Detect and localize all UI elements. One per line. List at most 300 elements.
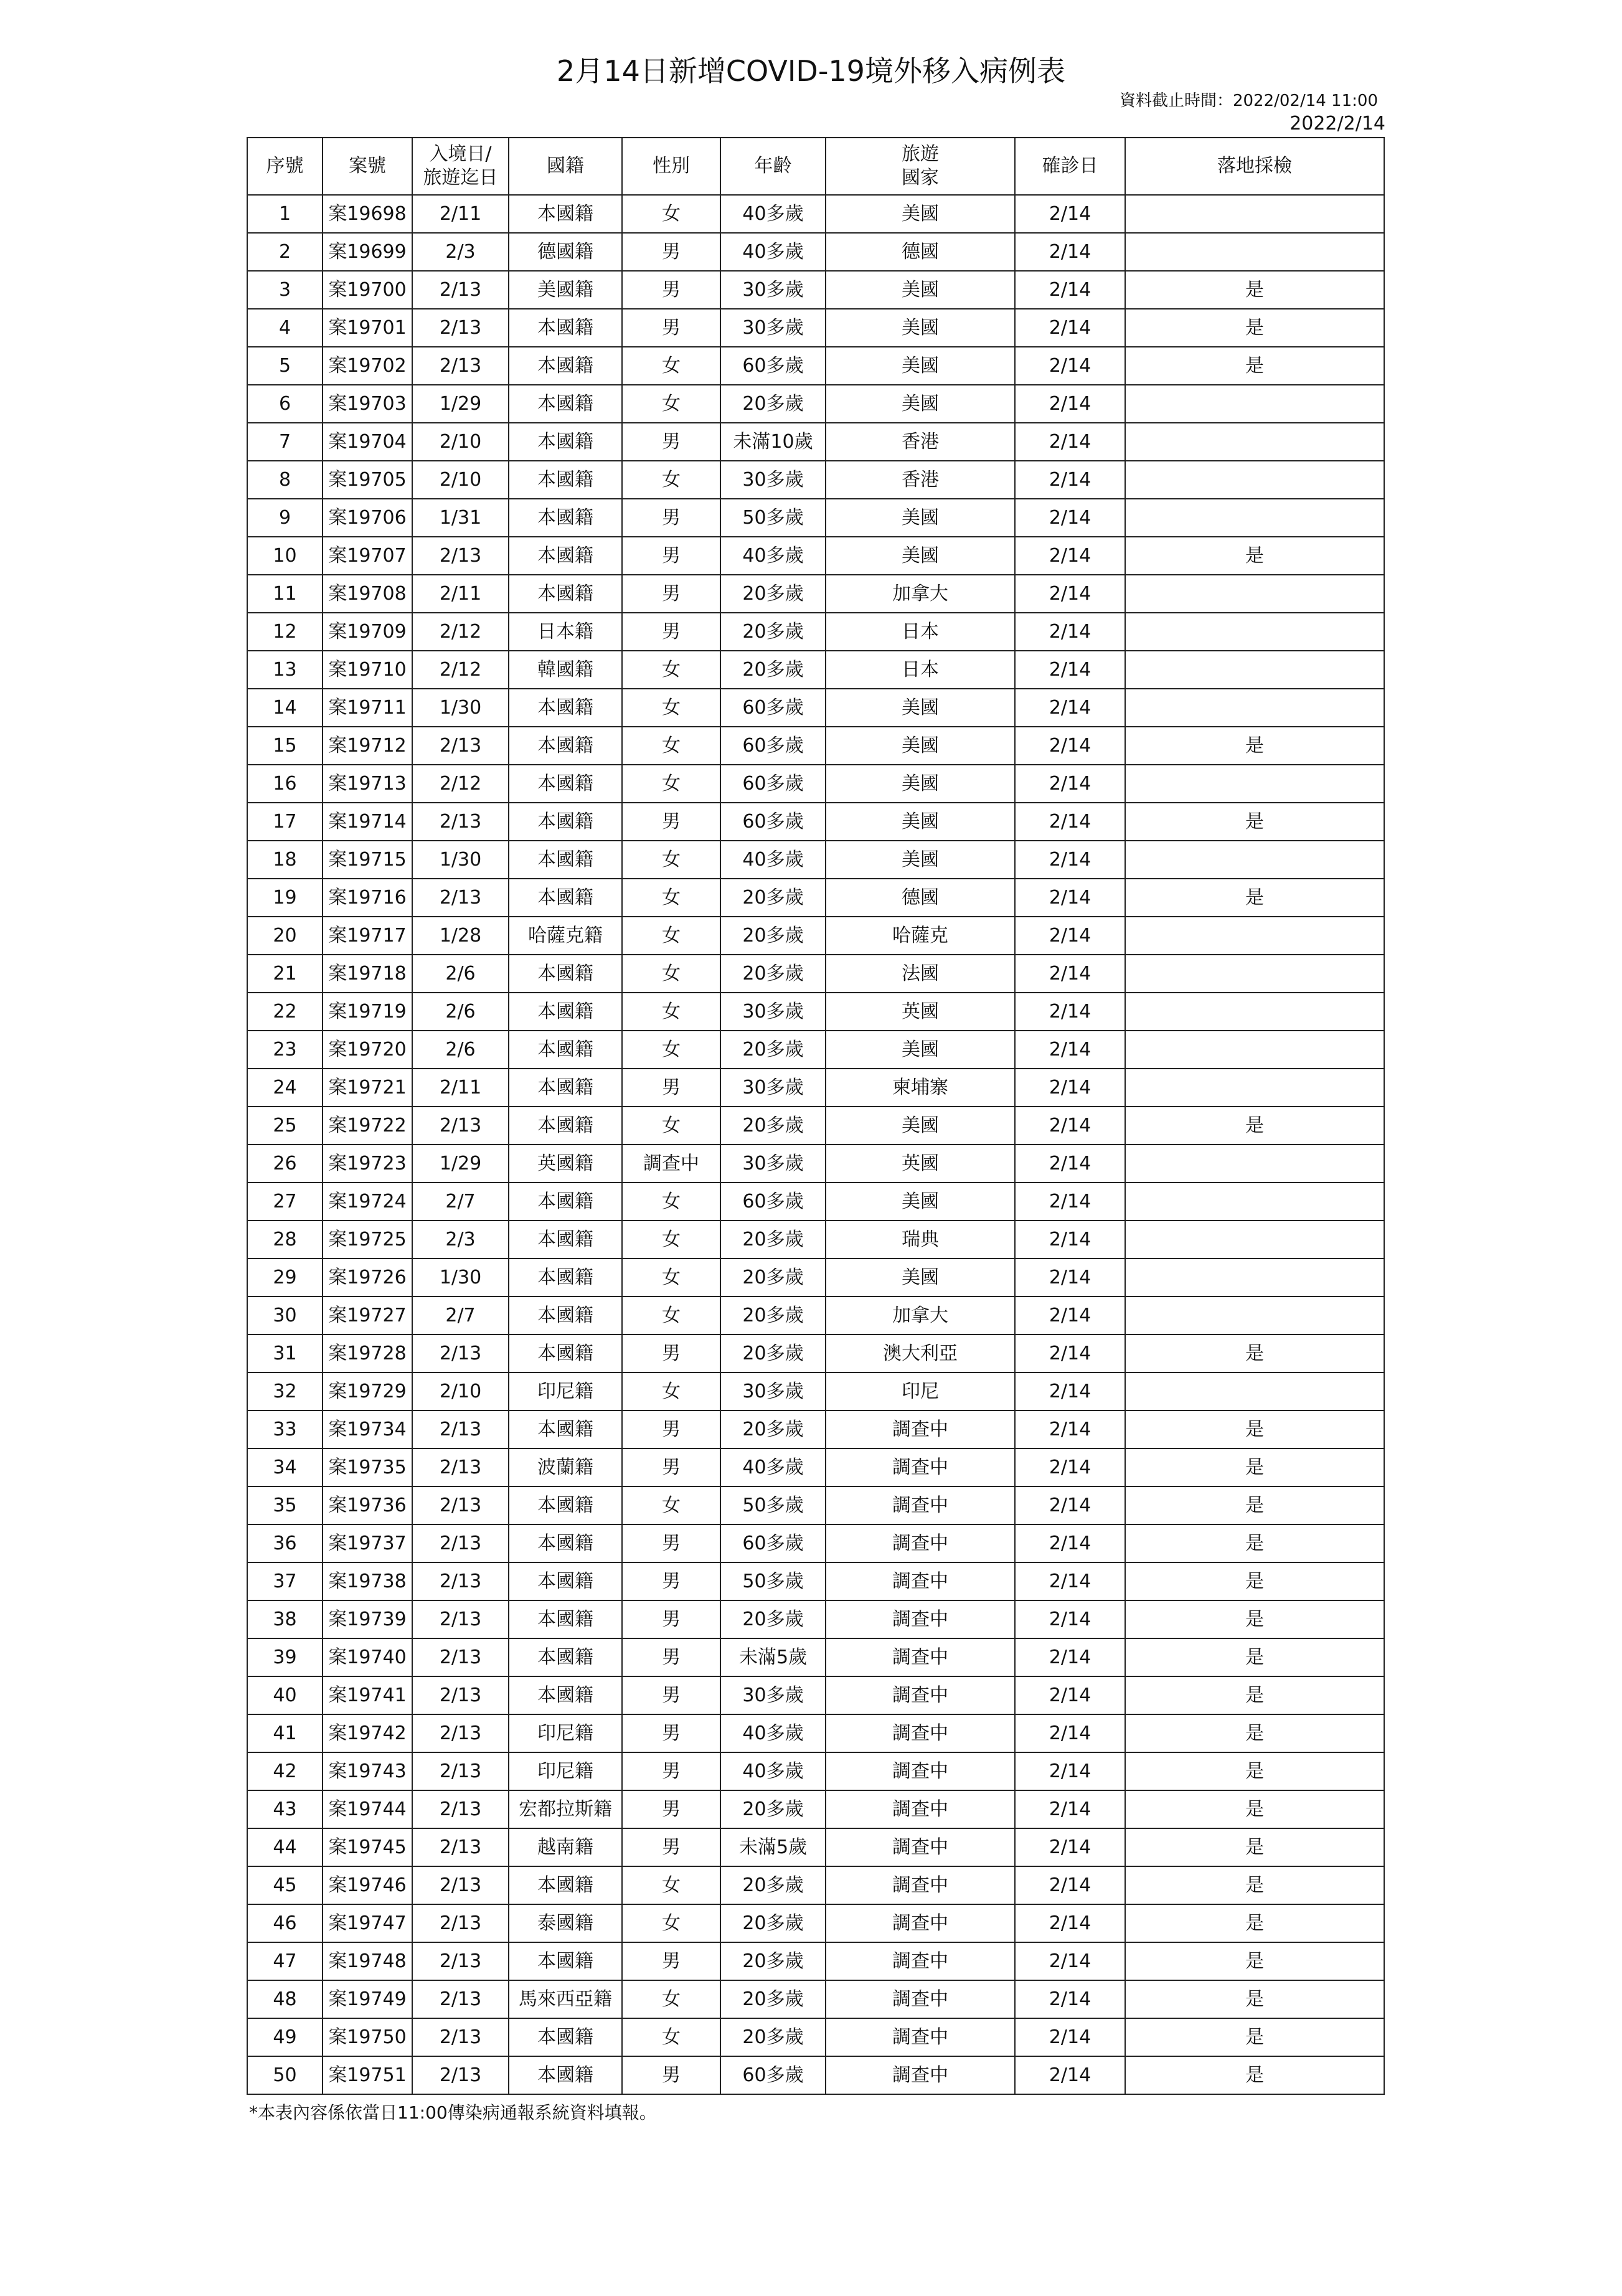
cell-landing-test: 是 (1125, 803, 1384, 841)
table-row (247, 879, 1384, 917)
cell-gender: 男 (622, 1676, 720, 1714)
cell-gender: 女 (622, 347, 720, 385)
table-row (247, 347, 1384, 385)
cell-travel-country: 美國 (826, 1259, 1015, 1297)
cell-case-id: 案19711 (323, 689, 412, 727)
table-row (247, 651, 1384, 689)
cell-entry-date: 2/13 (412, 271, 509, 309)
cell-gender: 男 (622, 1714, 720, 1752)
cell-nationality: 本國籍 (509, 575, 622, 613)
cell-nationality: 德國籍 (509, 233, 622, 271)
cell-nationality: 本國籍 (509, 347, 622, 385)
cell-travel-country: 德國 (826, 233, 1015, 271)
cell-travel-country: 調查中 (826, 1562, 1015, 1600)
cell-case-id: 案19741 (323, 1676, 412, 1714)
cell-age: 20多歲 (720, 575, 826, 613)
table-body (247, 195, 1384, 2094)
cell-case-id: 案19736 (323, 1486, 412, 1524)
cell-age: 60多歲 (720, 689, 826, 727)
cell-entry-date: 2/6 (412, 993, 509, 1031)
cell-diagnosis-date: 2/14 (1015, 271, 1125, 309)
cell-age: 20多歲 (720, 1866, 826, 1904)
table-row (247, 765, 1384, 803)
cell-nationality: 本國籍 (509, 1562, 622, 1600)
cell-age: 50多歲 (720, 1562, 826, 1600)
cell-seq: 5 (247, 347, 323, 385)
cell-entry-date: 1/29 (412, 385, 509, 423)
cell-age: 40多歲 (720, 233, 826, 271)
cell-travel-country: 調查中 (826, 1676, 1015, 1714)
cell-nationality: 本國籍 (509, 1183, 622, 1221)
cell-seq: 24 (247, 1069, 323, 1107)
header-col-diagnosis-date: 確診日 (1015, 138, 1125, 195)
cell-seq: 11 (247, 575, 323, 613)
cell-travel-country: 調查中 (826, 1410, 1015, 1448)
cell-gender: 女 (622, 765, 720, 803)
cell-age: 30多歲 (720, 993, 826, 1031)
cell-gender: 男 (622, 1524, 720, 1562)
cell-gender: 女 (622, 727, 720, 765)
cell-landing-test: 是 (1125, 309, 1384, 347)
cell-seq: 4 (247, 309, 323, 347)
page-title: 2月14日新增COVID-19境外移入病例表 (557, 54, 1065, 88)
cell-nationality: 本國籍 (509, 1410, 622, 1448)
cell-nationality: 本國籍 (509, 1486, 622, 1524)
table-row (247, 1752, 1384, 1790)
cell-travel-country: 柬埔寨 (826, 1069, 1015, 1107)
cell-gender: 男 (622, 2056, 720, 2094)
header-col-case-id: 案號 (323, 138, 412, 195)
cell-landing-test (1125, 841, 1384, 879)
cell-diagnosis-date: 2/14 (1015, 841, 1125, 879)
cell-case-id: 案19718 (323, 955, 412, 993)
cell-gender: 女 (622, 1980, 720, 2018)
cell-case-id: 案19708 (323, 575, 412, 613)
cell-age: 20多歲 (720, 1600, 826, 1638)
table-row (247, 2056, 1384, 2094)
cell-age: 40多歲 (720, 1714, 826, 1752)
cell-age: 20多歲 (720, 1335, 826, 1372)
table-row (247, 1145, 1384, 1183)
cell-case-id: 案19719 (323, 993, 412, 1031)
cell-diagnosis-date: 2/14 (1015, 499, 1125, 537)
cell-landing-test (1125, 1145, 1384, 1183)
cell-seq: 21 (247, 955, 323, 993)
cell-travel-country: 法國 (826, 955, 1015, 993)
cell-age: 60多歲 (720, 727, 826, 765)
cell-diagnosis-date: 2/14 (1015, 1259, 1125, 1297)
cell-nationality: 本國籍 (509, 689, 622, 727)
cell-entry-date: 2/12 (412, 765, 509, 803)
cell-age: 60多歲 (720, 1524, 826, 1562)
cell-diagnosis-date: 2/14 (1015, 803, 1125, 841)
cell-gender: 女 (622, 1031, 720, 1069)
cell-travel-country: 加拿大 (826, 575, 1015, 613)
header-col-nationality: 國籍 (509, 138, 622, 195)
cell-diagnosis-date: 2/14 (1015, 1335, 1125, 1372)
cell-entry-date: 1/29 (412, 1145, 509, 1183)
cell-travel-country: 調查中 (826, 1790, 1015, 1828)
cell-case-id: 案19702 (323, 347, 412, 385)
table-row (247, 1828, 1384, 1866)
cell-entry-date: 2/10 (412, 461, 509, 499)
cell-diagnosis-date: 2/14 (1015, 537, 1125, 575)
cell-landing-test (1125, 1069, 1384, 1107)
cell-age: 20多歲 (720, 651, 826, 689)
cell-landing-test (1125, 423, 1384, 461)
cell-diagnosis-date: 2/14 (1015, 1980, 1125, 2018)
table-row (247, 385, 1384, 423)
cell-seq: 20 (247, 917, 323, 955)
cell-case-id: 案19713 (323, 765, 412, 803)
cell-case-id: 案19743 (323, 1752, 412, 1790)
cell-entry-date: 2/13 (412, 2018, 509, 2056)
cell-landing-test (1125, 1372, 1384, 1410)
cell-landing-test: 是 (1125, 1524, 1384, 1562)
cell-gender: 女 (622, 1486, 720, 1524)
table-row (247, 1714, 1384, 1752)
table-row (247, 1107, 1384, 1145)
cell-nationality: 本國籍 (509, 2018, 622, 2056)
cell-landing-test (1125, 499, 1384, 537)
cell-gender: 女 (622, 2018, 720, 2056)
table-row (247, 271, 1384, 309)
cell-seq: 48 (247, 1980, 323, 2018)
cell-nationality: 泰國籍 (509, 1904, 622, 1942)
cell-gender: 女 (622, 917, 720, 955)
cell-age: 未滿5歲 (720, 1638, 826, 1676)
cell-case-id: 案19714 (323, 803, 412, 841)
cell-seq: 19 (247, 879, 323, 917)
cell-case-id: 案19734 (323, 1410, 412, 1448)
cell-travel-country: 德國 (826, 879, 1015, 917)
cell-seq: 26 (247, 1145, 323, 1183)
cell-entry-date: 2/7 (412, 1297, 509, 1335)
cell-diagnosis-date: 2/14 (1015, 689, 1125, 727)
cell-travel-country: 美國 (826, 385, 1015, 423)
cell-diagnosis-date: 2/14 (1015, 1297, 1125, 1335)
cell-gender: 男 (622, 423, 720, 461)
cell-travel-country: 哈薩克 (826, 917, 1015, 955)
cell-gender: 女 (622, 689, 720, 727)
cell-entry-date: 2/13 (412, 727, 509, 765)
cell-landing-test: 是 (1125, 1448, 1384, 1486)
cell-entry-date: 2/3 (412, 233, 509, 271)
cell-case-id: 案19721 (323, 1069, 412, 1107)
cell-seq: 29 (247, 1259, 323, 1297)
cell-landing-test: 是 (1125, 1600, 1384, 1638)
table-row (247, 423, 1384, 461)
cell-diagnosis-date: 2/14 (1015, 461, 1125, 499)
cell-landing-test (1125, 917, 1384, 955)
header-col-entry-date: 入境日/ 旅遊迄日 (412, 138, 509, 195)
cell-landing-test: 是 (1125, 347, 1384, 385)
cell-landing-test (1125, 233, 1384, 271)
cell-nationality: 本國籍 (509, 1866, 622, 1904)
table-row (247, 1980, 1384, 2018)
cell-gender: 男 (622, 1828, 720, 1866)
cell-travel-country: 調查中 (826, 1714, 1015, 1752)
cell-landing-test: 是 (1125, 1752, 1384, 1790)
cell-age: 50多歲 (720, 499, 826, 537)
cell-seq: 14 (247, 689, 323, 727)
table-row (247, 1335, 1384, 1372)
cell-age: 20多歲 (720, 613, 826, 651)
cell-seq: 6 (247, 385, 323, 423)
cell-entry-date: 2/13 (412, 1448, 509, 1486)
cell-travel-country: 英國 (826, 993, 1015, 1031)
cell-landing-test (1125, 575, 1384, 613)
cell-travel-country: 美國 (826, 727, 1015, 765)
cell-landing-test (1125, 765, 1384, 803)
cell-diagnosis-date: 2/14 (1015, 1372, 1125, 1410)
cell-diagnosis-date: 2/14 (1015, 1221, 1125, 1259)
cell-diagnosis-date: 2/14 (1015, 727, 1125, 765)
cell-travel-country: 調查中 (826, 1942, 1015, 1980)
table-row (247, 1866, 1384, 1904)
cell-travel-country: 調查中 (826, 1486, 1015, 1524)
cell-age: 40多歲 (720, 195, 826, 233)
cell-gender: 女 (622, 1297, 720, 1335)
cell-travel-country: 美國 (826, 803, 1015, 841)
cell-case-id: 案19728 (323, 1335, 412, 1372)
cell-gender: 男 (622, 575, 720, 613)
table-row (247, 1790, 1384, 1828)
cell-diagnosis-date: 2/14 (1015, 1866, 1125, 1904)
cell-diagnosis-date: 2/14 (1015, 1107, 1125, 1145)
table-row (247, 1259, 1384, 1297)
cell-case-id: 案19739 (323, 1600, 412, 1638)
cell-nationality: 波蘭籍 (509, 1448, 622, 1486)
cell-diagnosis-date: 2/14 (1015, 1904, 1125, 1942)
cell-seq: 38 (247, 1600, 323, 1638)
cell-entry-date: 2/13 (412, 537, 509, 575)
cell-travel-country: 美國 (826, 1183, 1015, 1221)
cell-nationality: 本國籍 (509, 1297, 622, 1335)
cell-seq: 35 (247, 1486, 323, 1524)
cell-seq: 50 (247, 2056, 323, 2094)
cell-case-id: 案19717 (323, 917, 412, 955)
cell-gender: 男 (622, 537, 720, 575)
cell-entry-date: 2/13 (412, 1866, 509, 1904)
cell-case-id: 案19720 (323, 1031, 412, 1069)
cell-age: 60多歲 (720, 2056, 826, 2094)
cell-case-id: 案19729 (323, 1372, 412, 1410)
cell-landing-test: 是 (1125, 1676, 1384, 1714)
cell-landing-test (1125, 613, 1384, 651)
cell-nationality: 印尼籍 (509, 1372, 622, 1410)
table-row (247, 1183, 1384, 1221)
cell-travel-country: 香港 (826, 461, 1015, 499)
cell-age: 30多歲 (720, 309, 826, 347)
table-row (247, 1486, 1384, 1524)
table-row (247, 233, 1384, 271)
cell-seq: 47 (247, 1942, 323, 1980)
cell-entry-date: 2/10 (412, 423, 509, 461)
cell-diagnosis-date: 2/14 (1015, 1524, 1125, 1562)
cell-diagnosis-date: 2/14 (1015, 1069, 1125, 1107)
cell-entry-date: 2/7 (412, 1183, 509, 1221)
table-row (247, 993, 1384, 1031)
cell-seq: 36 (247, 1524, 323, 1562)
table-row (247, 195, 1384, 233)
cell-landing-test: 是 (1125, 1335, 1384, 1372)
cell-seq: 13 (247, 651, 323, 689)
cell-case-id: 案19709 (323, 613, 412, 651)
cell-diagnosis-date: 2/14 (1015, 1183, 1125, 1221)
cell-landing-test (1125, 1297, 1384, 1335)
footnote: *本表內容係依當日11:00傳染病通報系統資料填報。 (249, 2102, 657, 2123)
cell-age: 30多歲 (720, 1676, 826, 1714)
header-col-age: 年齡 (720, 138, 826, 195)
cell-age: 60多歲 (720, 803, 826, 841)
cell-seq: 1 (247, 195, 323, 233)
cell-case-id: 案19722 (323, 1107, 412, 1145)
cell-nationality: 美國籍 (509, 271, 622, 309)
cell-case-id: 案19746 (323, 1866, 412, 1904)
cell-landing-test: 是 (1125, 1904, 1384, 1942)
cell-age: 20多歲 (720, 1790, 826, 1828)
cell-seq: 30 (247, 1297, 323, 1335)
cell-nationality: 哈薩克籍 (509, 917, 622, 955)
table-row (247, 1448, 1384, 1486)
cell-diagnosis-date: 2/14 (1015, 917, 1125, 955)
header-col-seq: 序號 (247, 138, 323, 195)
cell-landing-test: 是 (1125, 1486, 1384, 1524)
cell-diagnosis-date: 2/14 (1015, 2056, 1125, 2094)
cell-diagnosis-date: 2/14 (1015, 613, 1125, 651)
cell-landing-test: 是 (1125, 1828, 1384, 1866)
cell-seq: 10 (247, 537, 323, 575)
table-row (247, 841, 1384, 879)
cell-nationality: 本國籍 (509, 803, 622, 841)
cell-seq: 44 (247, 1828, 323, 1866)
cell-nationality: 本國籍 (509, 765, 622, 803)
cell-seq: 2 (247, 233, 323, 271)
table-row (247, 689, 1384, 727)
cell-nationality: 越南籍 (509, 1828, 622, 1866)
cell-case-id: 案19706 (323, 499, 412, 537)
cell-travel-country: 加拿大 (826, 1297, 1015, 1335)
cell-diagnosis-date: 2/14 (1015, 955, 1125, 993)
cell-travel-country: 美國 (826, 689, 1015, 727)
cell-age: 20多歲 (720, 917, 826, 955)
cell-travel-country: 日本 (826, 651, 1015, 689)
cell-age: 20多歲 (720, 1410, 826, 1448)
cell-entry-date: 2/13 (412, 879, 509, 917)
cell-case-id: 案19737 (323, 1524, 412, 1562)
cell-seq: 16 (247, 765, 323, 803)
cell-case-id: 案19726 (323, 1259, 412, 1297)
cell-case-id: 案19701 (323, 309, 412, 347)
cell-travel-country: 印尼 (826, 1372, 1015, 1410)
cell-age: 40多歲 (720, 1752, 826, 1790)
cell-landing-test (1125, 955, 1384, 993)
cell-case-id: 案19748 (323, 1942, 412, 1980)
cell-gender: 女 (622, 955, 720, 993)
cell-travel-country: 美國 (826, 309, 1015, 347)
cell-diagnosis-date: 2/14 (1015, 2018, 1125, 2056)
cell-seq: 17 (247, 803, 323, 841)
cell-diagnosis-date: 2/14 (1015, 1145, 1125, 1183)
cell-case-id: 案19735 (323, 1448, 412, 1486)
header-col-landing-test: 落地採檢 (1125, 138, 1384, 195)
cell-travel-country: 調查中 (826, 1904, 1015, 1942)
cell-travel-country: 美國 (826, 499, 1015, 537)
cell-diagnosis-date: 2/14 (1015, 1714, 1125, 1752)
cell-nationality: 本國籍 (509, 1069, 622, 1107)
cell-travel-country: 美國 (826, 841, 1015, 879)
cell-travel-country: 香港 (826, 423, 1015, 461)
cell-landing-test (1125, 461, 1384, 499)
table-row (247, 1297, 1384, 1335)
cell-nationality: 馬來西亞籍 (509, 1980, 622, 2018)
cell-nationality: 本國籍 (509, 879, 622, 917)
table-row (247, 1942, 1384, 1980)
cell-age: 60多歲 (720, 1183, 826, 1221)
cell-nationality: 本國籍 (509, 1524, 622, 1562)
cell-nationality: 印尼籍 (509, 1752, 622, 1790)
cell-nationality: 英國籍 (509, 1145, 622, 1183)
cell-landing-test: 是 (1125, 271, 1384, 309)
cell-seq: 33 (247, 1410, 323, 1448)
cell-age: 20多歲 (720, 1031, 826, 1069)
cell-seq: 46 (247, 1904, 323, 1942)
table-row (247, 1372, 1384, 1410)
cell-travel-country: 調查中 (826, 1828, 1015, 1866)
cell-age: 20多歲 (720, 879, 826, 917)
cell-entry-date: 2/13 (412, 1562, 509, 1600)
cell-entry-date: 1/30 (412, 1259, 509, 1297)
cell-landing-test: 是 (1125, 537, 1384, 575)
cell-age: 30多歲 (720, 1069, 826, 1107)
cell-gender: 男 (622, 1562, 720, 1600)
cell-travel-country: 澳大利亞 (826, 1335, 1015, 1372)
cell-gender: 女 (622, 651, 720, 689)
table-row (247, 1524, 1384, 1562)
cell-entry-date: 2/13 (412, 1676, 509, 1714)
cell-case-id: 案19749 (323, 1980, 412, 2018)
cell-case-id: 案19705 (323, 461, 412, 499)
cell-case-id: 案19710 (323, 651, 412, 689)
cell-landing-test (1125, 689, 1384, 727)
cell-nationality: 本國籍 (509, 385, 622, 423)
cell-age: 40多歲 (720, 537, 826, 575)
cell-gender: 男 (622, 1410, 720, 1448)
cell-landing-test (1125, 385, 1384, 423)
cell-age: 60多歲 (720, 347, 826, 385)
cell-case-id: 案19698 (323, 195, 412, 233)
cell-entry-date: 2/11 (412, 195, 509, 233)
cell-travel-country: 調查中 (826, 1524, 1015, 1562)
cell-seq: 12 (247, 613, 323, 651)
cell-landing-test (1125, 1031, 1384, 1069)
cell-diagnosis-date: 2/14 (1015, 385, 1125, 423)
cell-gender: 男 (622, 1790, 720, 1828)
cell-landing-test: 是 (1125, 1714, 1384, 1752)
table-row (247, 1638, 1384, 1676)
cell-seq: 9 (247, 499, 323, 537)
cell-landing-test: 是 (1125, 1562, 1384, 1600)
cell-entry-date: 2/13 (412, 1107, 509, 1145)
cell-nationality: 本國籍 (509, 727, 622, 765)
cell-entry-date: 2/12 (412, 651, 509, 689)
cell-gender: 女 (622, 1183, 720, 1221)
cell-diagnosis-date: 2/14 (1015, 1676, 1125, 1714)
cell-entry-date: 2/13 (412, 1600, 509, 1638)
cell-travel-country: 調查中 (826, 1752, 1015, 1790)
cell-case-id: 案19716 (323, 879, 412, 917)
